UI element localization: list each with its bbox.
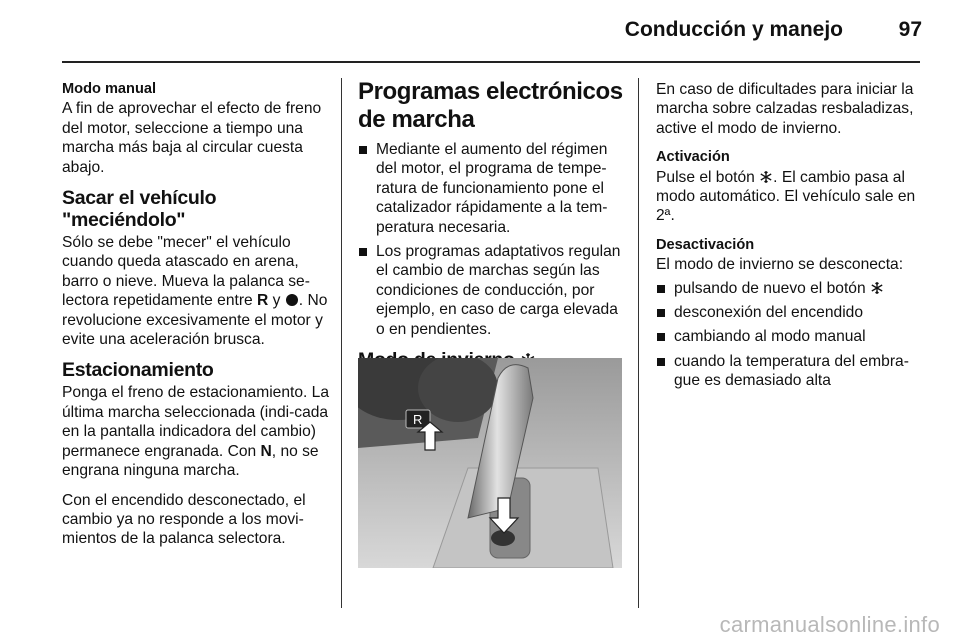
filled-circle-icon bbox=[285, 293, 299, 307]
rocking-text: Sólo se debe "mecer" el vehículo cuando queda atascado en arena, barro o nieve. Mueva la palanca se-lectora repetidamente entre R y . No revolucione excesivamente el motor y evite una aceleración brusca. bbox=[62, 234, 328, 349]
list-item: desconexión del encendido bbox=[656, 303, 926, 322]
deactivation-list bbox=[656, 279, 926, 391]
deactivation-text: El modo de invierno se desconecta: bbox=[656, 256, 904, 274]
gear-n-key: N bbox=[260, 442, 272, 460]
display-gear: R bbox=[413, 412, 423, 427]
gear-r-key: R bbox=[257, 292, 269, 310]
winter-intro: En caso de dificultades para iniciar la marcha sobre calzadas resbaladizas, active el modo de invierno. bbox=[656, 81, 914, 137]
page-number: 97 bbox=[898, 18, 922, 41]
manual-mode-heading: Modo manual bbox=[62, 81, 157, 97]
snowflake-icon bbox=[759, 170, 773, 184]
list-item: cuando la temperatura del embra-gue es demasiado alta bbox=[656, 352, 926, 391]
column-middle bbox=[358, 78, 624, 373]
column-left bbox=[62, 80, 330, 559]
column-divider-1 bbox=[341, 78, 342, 608]
electronic-programs-heading: Programas electrónicos de marcha bbox=[358, 78, 623, 133]
parking-heading: Estacionamiento bbox=[62, 359, 214, 382]
manual-mode-text: A fin de aprovechar el efecto de freno del motor, seleccione a tiempo una marcha más baja al circular cuesta abajo. bbox=[62, 100, 322, 176]
list-item: cambiando al modo manual bbox=[656, 327, 926, 346]
section-title: Conducción y manejo bbox=[624, 18, 843, 41]
snowflake-icon bbox=[870, 281, 884, 295]
activation-text: Pulse el botón . El cambio pasa al modo automático. El vehículo sale en 2ª. bbox=[656, 168, 916, 225]
gear-selector-photo bbox=[358, 358, 622, 568]
column-right bbox=[656, 80, 926, 401]
header-rule bbox=[62, 61, 920, 63]
list-item: pulsando de nuevo el botón bbox=[656, 279, 926, 298]
rocking-heading: Sacar el vehículo "meciéndolo" bbox=[62, 187, 217, 232]
page-header bbox=[0, 14, 960, 54]
deactivation-heading: Desactivación bbox=[656, 236, 755, 253]
parking-text: Ponga el freno de estacionamiento. La última marcha seleccionada (indi-cada en la pantalla indicadora del cambio) permanece engranada. Con N, no se engrana ninguna marcha. bbox=[62, 384, 330, 480]
list-item: Los programas adaptativos regulan el cambio de marchas según las condiciones de conducción, por ejemplo, en caso de carga elevada o en pendientes. bbox=[358, 242, 624, 339]
programs-list bbox=[358, 140, 624, 339]
parking-text-2: Con el encendido desconectado, el cambio ya no responde a los movi-mientos de la palanca selectora. bbox=[62, 491, 306, 548]
watermark: carmanualsonline.info bbox=[719, 612, 940, 637]
activation-heading: Activación bbox=[656, 149, 730, 166]
list-item: Mediante el aumento del régimen del motor, el programa de tempe-ratura de funcionamiento pone el catalizador rápidamente a la tem-peratura necesaria. bbox=[358, 140, 624, 237]
column-divider-2 bbox=[638, 78, 639, 608]
